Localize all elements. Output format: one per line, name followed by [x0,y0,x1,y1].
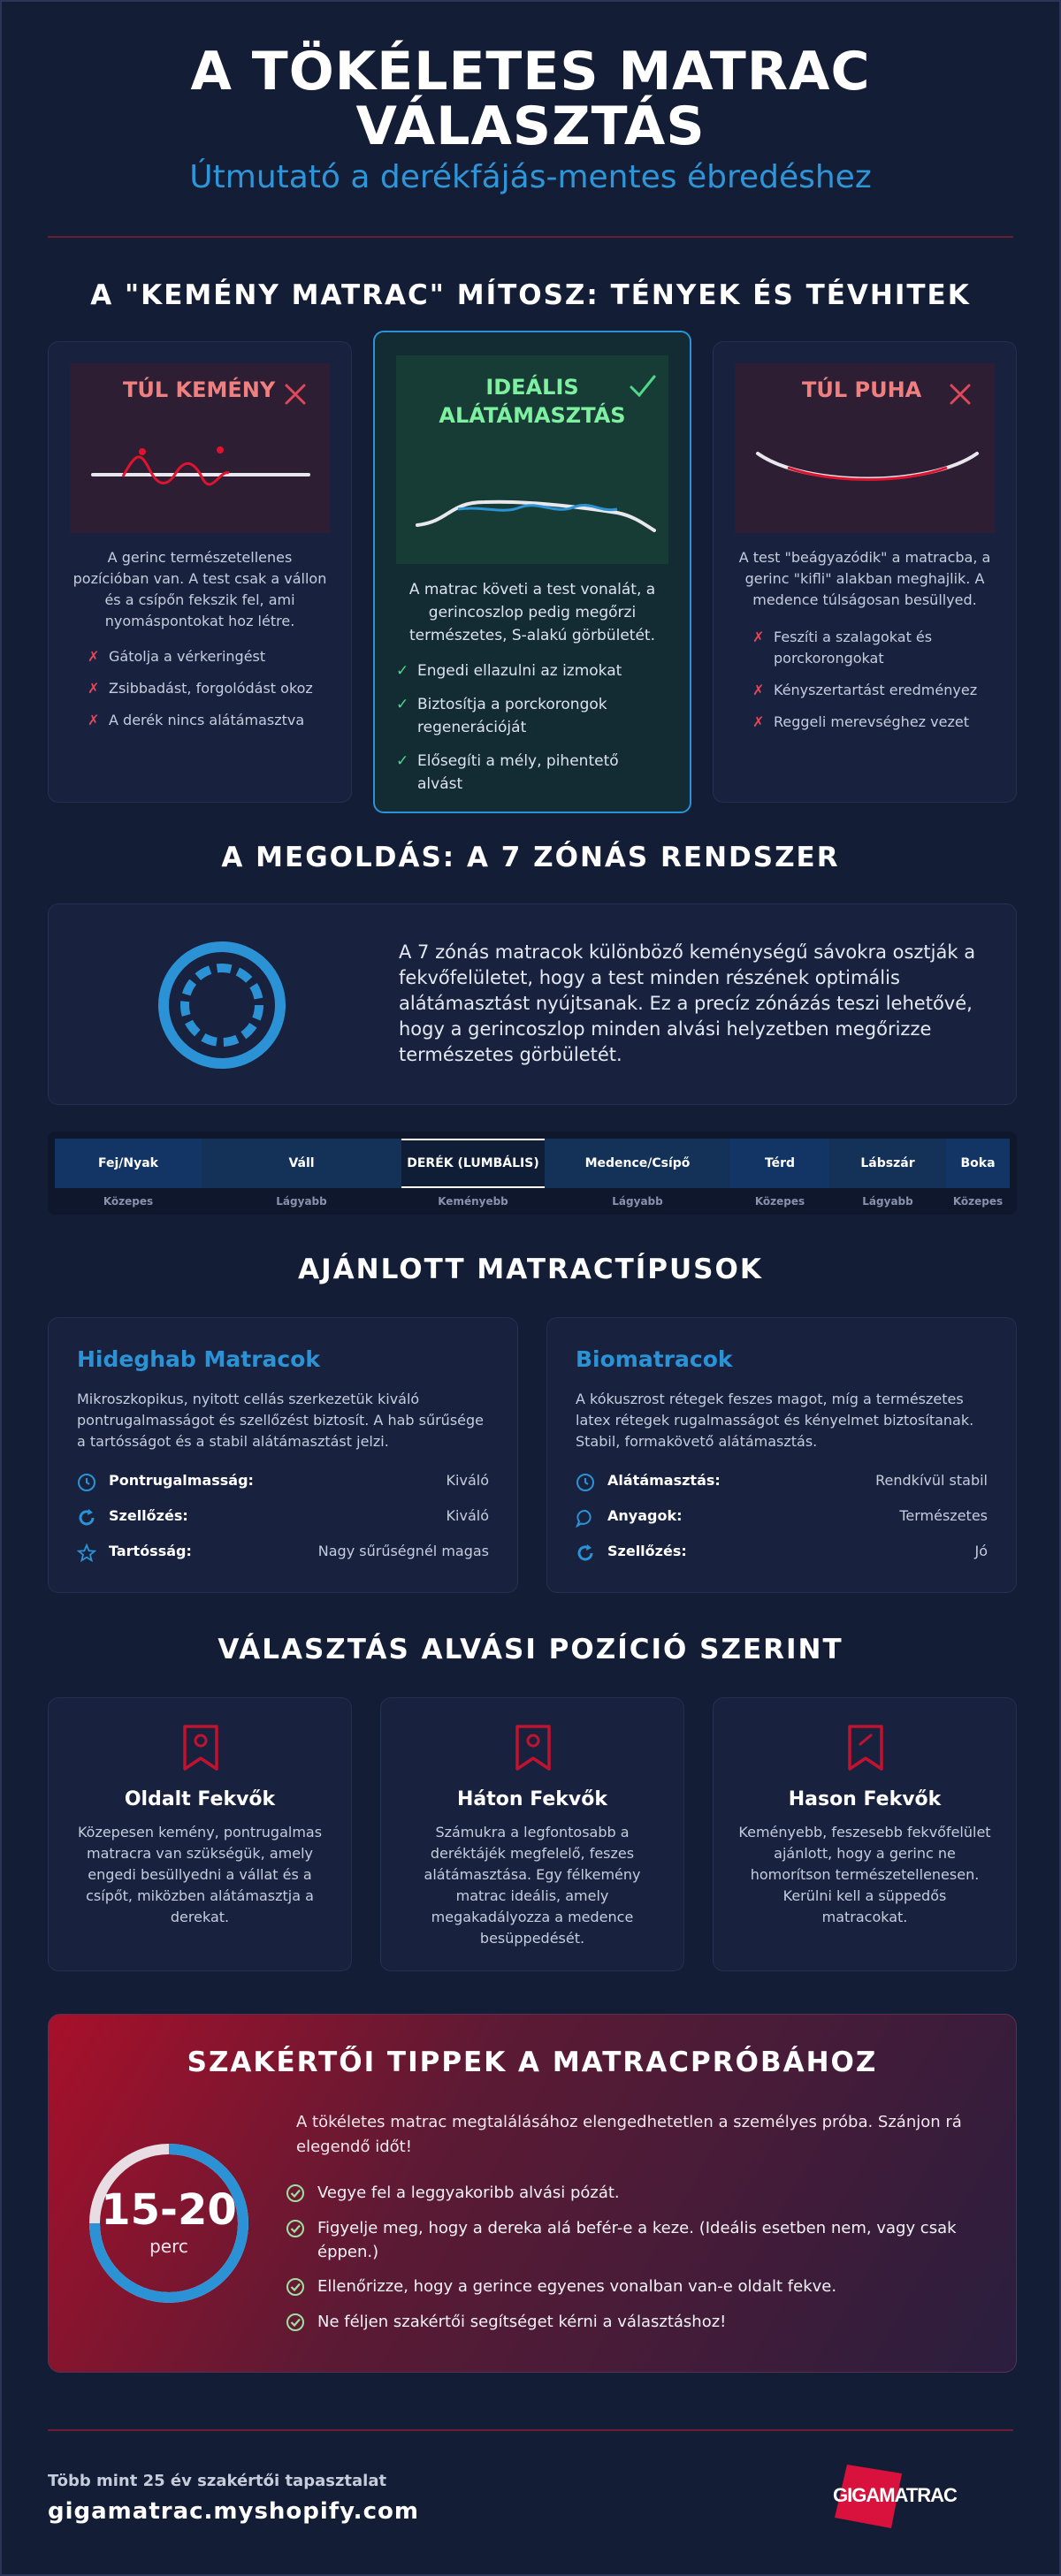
spec-row: Szellőzés: Kiváló [77,1507,489,1528]
zone-cell [401,1139,545,1188]
expert-tips-panel [48,2014,1017,2373]
list-item: ✗ Zsibbadást, forgolódást okoz [88,678,330,699]
too-hard-points [88,646,330,742]
clock-icon [77,1473,96,1492]
zone-cell [202,1139,401,1188]
cold-foam-card [48,1317,518,1593]
ideal-points [396,659,668,806]
bookmark-icon [846,1723,885,1772]
check-mark-icon: ✓ [396,752,409,770]
list-item: ✗ Gátolja a vérkeringést [88,646,330,667]
spec-row: Tartósság: Nagy sűrűségnél magas [77,1543,489,1564]
bookmark-icon [181,1723,220,1772]
bio-mattress-description: A kókuszrost rétegek feszes magot, míg a természetes latex rétegek rugalmasságot és kényelmet biztosítanak. Stabil, formakövető alátámasztás. [576,1391,974,1450]
spec-row: Pontrugalmasság: Kiváló [77,1472,489,1493]
zone-cell [730,1139,829,1188]
main-title-line2: VÁLASZTÁS [355,95,706,157]
too-soft-description: A test "beágyazódik" a matracba, a gerinc "kifli" alakban meghajlik. A medence túlságosan besüllyed. [738,549,991,608]
cross-mark-icon: ✗ [752,682,765,698]
footer-url[interactable]: gigamatrac.myshopify.com [48,2498,419,2525]
myth-section-title: A "KEMÉNY MATRAC" MÍTOSZ: TÉNYEK ÉS TÉVHITEK [90,279,971,311]
zone-name: Váll [288,1156,315,1170]
check-mark-icon: ✓ [396,696,409,713]
tip-item: Vegye fel a leggyakoribb alvási pózát. [286,2181,972,2205]
checkmark-icon [628,373,658,400]
zone-name: Medence/Csípő [584,1156,691,1170]
too-hard-card [48,341,352,803]
soft-mattress-spine-drawing [752,443,982,505]
too-soft-points [752,627,995,743]
side-sleeper-card [48,1697,352,1971]
spec-row: Szellőzés: Jó [576,1543,988,1564]
tip-item: Ellenőrizze, hogy a gerince egyenes vonalban van-e oldalt fekve. [286,2275,972,2298]
check-circle-icon [286,2313,305,2332]
refresh-icon [576,1543,595,1563]
footer-experience: Több mint 25 év szakértői tapasztalat [48,2472,387,2490]
spec-row: Anyagok: Természetes [576,1507,988,1528]
positions-section-title: VÁLASZTÁS ALVÁSI POZÍCIÓ SZERINT [218,1634,843,1665]
check-circle-icon [286,2277,305,2297]
side-sleeper-title: Oldalt Fekvők [124,1788,276,1810]
timer-value: 15-20 [101,2185,237,2235]
logo-text: GIGAMATRAC [833,2484,957,2506]
too-hard-description: A gerinc természetellenes pozícióban van. A test csak a vállon és a csípőn fekszik fel, ami nyomáspontokat hoz létre. [73,549,327,629]
chat-icon [576,1508,595,1528]
hard-mattress-spine-drawing [88,434,317,496]
too-soft-card [713,341,1017,803]
ideal-label [414,373,651,430]
too-hard-illustration [70,363,330,533]
footer-divider [48,2429,1013,2431]
list-item: ✗ Kényszertartást eredményez [752,680,995,701]
too-soft-label: TÚL PUHA [802,377,922,402]
zone-name: Térd [764,1156,796,1170]
zone-name: Boka [960,1156,996,1170]
ideal-support-card [373,331,691,813]
cross-mark-icon: ✗ [88,712,100,728]
too-hard-label: TÚL KEMÉNY [123,377,276,402]
zone-name: Fej/Nyak [97,1156,158,1170]
back-sleeper-description: Számukra a legfontosabb a deréktájék megfelelő, feszes alátámasztása. Egy félkemény matrac ideális, amely megakadályozza a medence besüppedését. [424,1824,641,1947]
bookmark-icon [514,1723,553,1772]
cold-foam-description: Mikroszkopikus, nyitott cellás szerkezetük kiváló pontrugalmasságot és szellőzést biztosít. A hab sűrűsége a tartósságot és a stabil alátámasztást jelzi. [77,1391,484,1450]
ideal-label-line1: IDEÁLIS [485,375,579,400]
list-item: ✓ Elősegíti a mély, pihentető alvást [396,750,668,796]
spec-row: Alátámasztás: Rendkívül stabil [576,1472,988,1493]
list-item: ✓ Biztosítja a porckorongok regenerációját [396,693,668,739]
list-item: ✗ A derék nincs alátámasztva [88,710,330,731]
solution-section-title: A MEGOLDÁS: A 7 ZÓNÁS RENDSZER [221,842,840,873]
tip-item: Ne féljen szakértői segítséget kérni a választáshoz! [286,2310,972,2334]
check-circle-icon [286,2184,305,2203]
zone-firmness: Közepes [103,1195,154,1208]
tips-intro: A tökéletes matrac megtalálásához elengedhetetlen a személyes próba. Szánjon rá elegendő időt! [296,2113,962,2156]
back-sleeper-title: Háton Fekvők [457,1788,607,1810]
cross-mark-icon: ✗ [88,648,100,665]
cross-mark-icon: ✗ [752,713,765,730]
zone-cell [55,1139,202,1188]
main-title-line1: A TÖKÉLETES MATRAC [190,41,871,103]
list-item: ✗ Reggeli merevséghez vezet [752,712,995,733]
zone-firmness: Közepes [754,1195,805,1208]
cross-icon [947,381,973,408]
too-soft-illustration [735,363,995,533]
zone-firmness: Keményebb [438,1195,508,1208]
header [2,2,1059,195]
cross-icon [282,381,309,408]
zone-firmness: Lágyabb [612,1195,663,1208]
bio-mattress-card [546,1317,1017,1593]
zone-cell [946,1139,1010,1188]
stomach-sleeper-description: Keményebb, feszesebb fekvőfelület ajánlott, hogy a gerinc ne homorítson természetellenesen. Kerülni kell a süppedős matracokat. [738,1824,991,1925]
zone-firmness: Lágyabb [862,1195,913,1208]
zone-bar [55,1139,1010,1208]
list-item: ✗ Feszíti a szalagokat és porckorongokat [752,629,933,667]
zone-cell [829,1139,946,1188]
tips-title: SZAKÉRTŐI TIPPEK A MATRACPRÓBÁHOZ [187,2046,878,2078]
back-sleeper-card [380,1697,684,1971]
cold-foam-title: Hideghab Matracok [77,1346,321,1372]
refresh-icon [77,1508,96,1528]
zone-name: Lábszár [860,1156,915,1170]
zone-cell [545,1139,730,1188]
zone-firmness: Közepes [952,1195,1004,1208]
ideal-label-line2: ALÁTÁMASZTÁS [439,403,626,428]
stomach-sleeper-card [713,1697,1017,1971]
check-circle-icon [286,2219,305,2238]
header-divider [48,236,1013,238]
brand-logo [824,2461,1001,2532]
cross-mark-icon: ✗ [88,680,100,697]
ideal-spine-drawing [414,488,661,541]
zone-bar-panel [48,1132,1017,1215]
cross-mark-icon: ✗ [752,629,765,645]
side-sleeper-description: Közepesen kemény, pontrugalmas matracra van szükségük, amely engedi besüllyedni a vállat és a csípőt, miközben alátámasztja a derekat. [77,1824,323,1925]
check-mark-icon: ✓ [396,662,409,680]
subtitle: Útmutató a derékfájás-mentes ébredéshez [189,159,872,195]
ideal-description: A matrac követi a test vonalát, a gerincoszlop pedig megőrzi természetes, S-alakú görbületét. [408,581,656,644]
list-item: ✓ Engedi ellazulni az izmokat [396,659,668,682]
stomach-sleeper-title: Hason Fekvők [788,1788,942,1810]
types-section-title: AJÁNLOTT MATRACTÍPUSOK [298,1254,763,1285]
zone-firmness: Lágyabb [276,1195,327,1208]
zone-explanation-card [48,903,1017,1105]
zone-explanation-text: A 7 zónás matracok különböző keménységű sávokra osztják a fekvőfelületet, hogy a test minden részének optimális alátámasztást nyújtsanak. Ez a precíz zónázás teszi lehetővé, hogy a gerincoszlop minden alvási helyzetben megőrizze természetes görbületét. [399,941,976,1065]
zone-name: DERÉK (LUMBÁLIS) [407,1156,539,1170]
clock-icon [576,1473,595,1492]
star-icon [77,1543,96,1563]
zone-ring-icon [156,940,287,1071]
timer-unit: perc [149,2236,188,2257]
main-title [2,2,1059,157]
bio-mattress-title: Biomatracok [576,1346,733,1372]
tip-item: Figyelje meg, hogy a dereka alá befér-e a keze. (Ideális esetben nem, vagy csak éppen.) [286,2216,972,2264]
ideal-illustration [396,355,668,564]
